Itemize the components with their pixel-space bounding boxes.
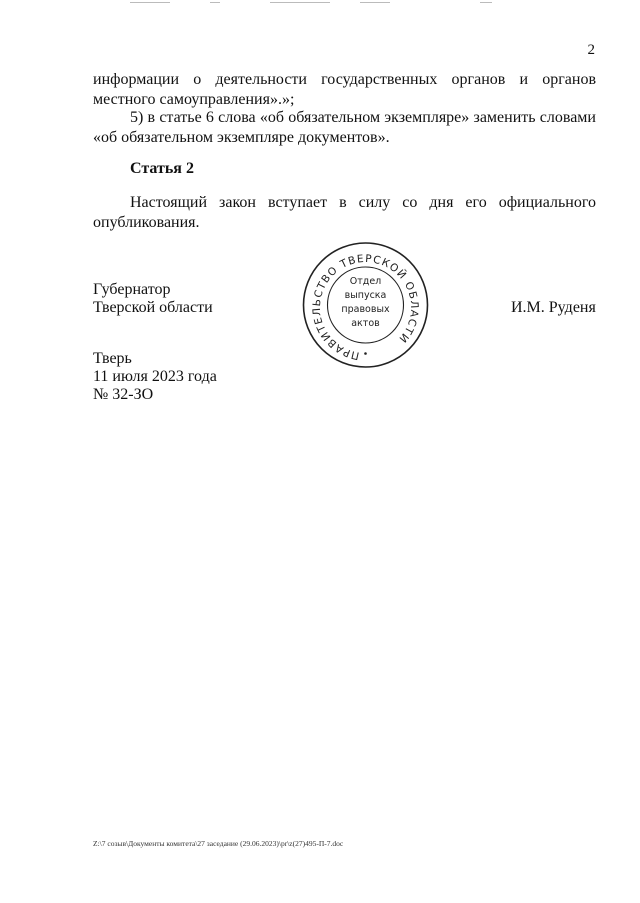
- page-number: 2: [587, 42, 595, 58]
- paragraph-continuation: информации о деятельности государственных органов и органов местного самоуправления».»;: [93, 71, 596, 108]
- seal-center-line-1: Отдел: [349, 276, 382, 287]
- issuance-date: 11 июля 2023 года: [93, 368, 217, 385]
- footer-file-path: Z:\7 созыв\Документы комитета\27 заседание (29.06.2023)\pr\z(27)495-П-7.doc: [93, 839, 344, 848]
- position-line-2: Тверской области: [93, 299, 213, 316]
- official-seal-stamp: [298, 240, 433, 370]
- seal-center-line-4: актов: [351, 318, 380, 329]
- paragraph-effective-date: Настоящий закон вступает в силу со дня его официального опубликования.: [93, 194, 596, 231]
- seal-dot-icon: [364, 352, 367, 355]
- seal-center-line-3: правовых: [341, 304, 390, 315]
- seal-center-line-2: выпуска: [344, 290, 387, 301]
- law-number: № 32-ЗО: [93, 386, 154, 403]
- paragraph-item-5: 5) в статье 6 слова «об обязательном экземпляре» заменить словами «об обязательном экземпляре документов».: [93, 109, 596, 146]
- issuance-details: [93, 350, 217, 404]
- article-heading: Статья 2: [130, 160, 194, 177]
- issuance-city: Тверь: [93, 350, 132, 367]
- signatory-name: И.М. Руденя: [511, 299, 596, 316]
- scan-artifacts: [0, 0, 640, 6]
- signatory-position: [93, 281, 213, 317]
- position-line-1: Губернатор: [93, 281, 171, 298]
- seal-ring-text: ПРАВИТЕЛЬСТВО ТВЕРСКОЙ ОБЛАСТИ: [310, 252, 421, 362]
